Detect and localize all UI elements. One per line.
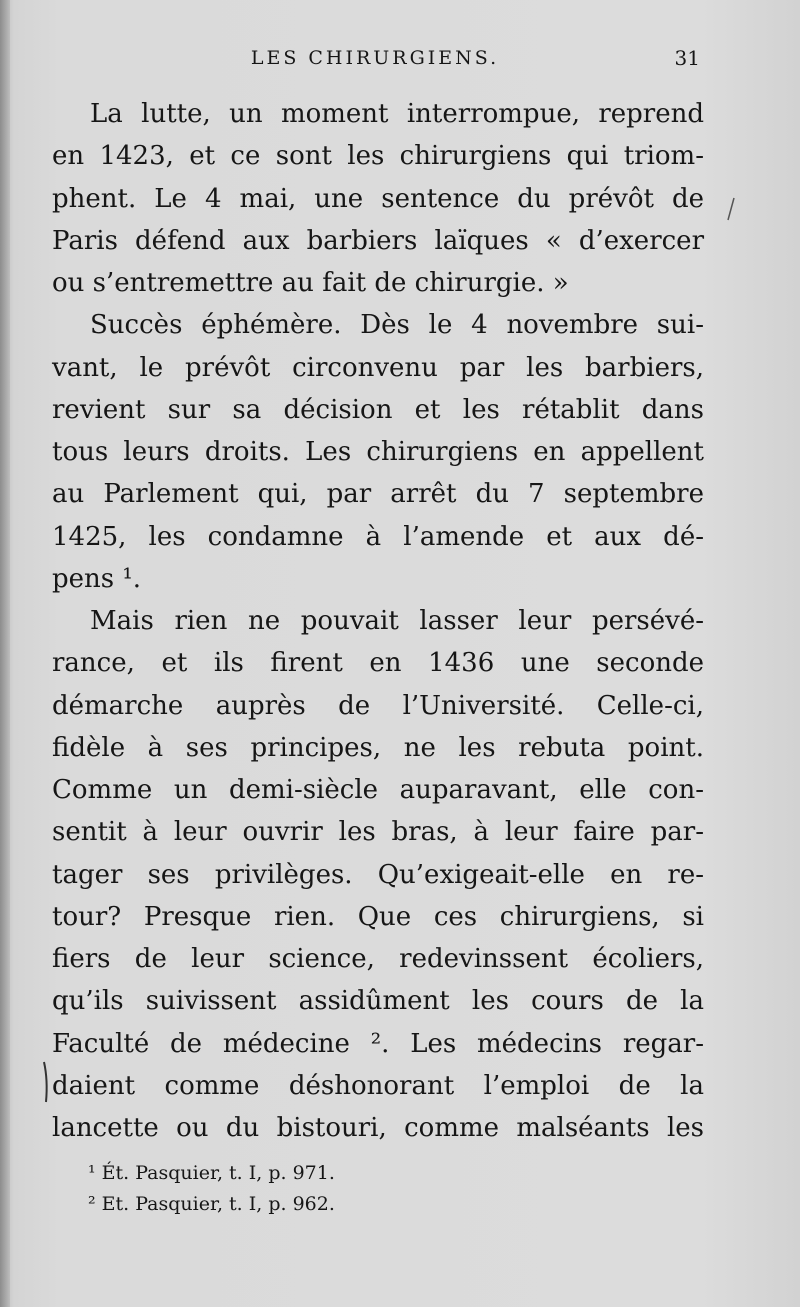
page-number: 31 (674, 46, 700, 70)
footnote: ¹ Ét. Pasquier, t. I, p. 971. (88, 1162, 335, 1184)
footnotes (88, 1158, 688, 1220)
text-line: Comme un demi-siècle auparavant, elle con- (52, 775, 704, 805)
text-line: tous leurs droits. Les chirurgiens en appellent (52, 437, 704, 467)
footnote: ² Et. Pasquier, t. I, p. 962. (88, 1193, 335, 1215)
text-line: au Parlement qui, par arrêt du 7 septembre (52, 479, 704, 510)
text-line: daient comme déshonorant l’emploi de la (52, 1070, 704, 1101)
text-line: phent. Le 4 mai, une sentence du prévôt de (52, 183, 704, 214)
text-line: lancette ou du bistouri, comme malséants les (52, 1113, 704, 1143)
text-line: pens ¹. (52, 563, 142, 594)
margin-pencil-mark (724, 196, 738, 222)
running-head (50, 42, 700, 74)
text-line: La lutte, un moment interrompue, reprend (90, 99, 704, 129)
text-line: Paris défend aux barbiers laïques « d’exercer (52, 225, 704, 256)
text-line: rance, et ils firent en 1436 une seconde (52, 648, 704, 679)
text-line: ou s’entremettre au fait de chirurgie. » (52, 268, 569, 298)
text-line: tager ses privilèges. Qu’exigeait-elle en re- (52, 859, 704, 890)
text-line: fiers de leur science, redevinssent écoliers, (52, 944, 704, 974)
text-line: 1425, les condamne à l’amende et aux dé- (52, 521, 704, 552)
text-line: vant, le prévôt circonvenu par les barbiers, (52, 352, 704, 383)
text-line: tour? Presque rien. Que ces chirurgiens, si (52, 901, 704, 932)
text-line: démarche auprès de l’Université. Celle-ci, (52, 690, 704, 721)
text-line: fidèle à ses principes, ne les rebuta point. (52, 732, 704, 763)
text-line: sentit à leur ouvrir les bras, à leur faire par- (52, 817, 704, 848)
running-title: LES CHIRURGIENS. (250, 47, 500, 69)
text-line: Succès éphémère. Dès le 4 novembre sui- (90, 310, 704, 341)
text-line: Mais rien ne pouvait lasser leur persévé- (90, 606, 704, 636)
text-line: revient sur sa décision et les rétablit dans (52, 394, 704, 425)
text-line: en 1423, et ce sont les chirurgiens qui triom- (52, 141, 704, 172)
body-text (52, 93, 704, 1149)
page-gutter-shadow (0, 0, 10, 1307)
text-line: Faculté de médecine ². Les médecins regar- (52, 1028, 704, 1059)
margin-bracket-mark (40, 1060, 52, 1104)
text-line: qu’ils suivissent assidûment les cours de la (52, 986, 704, 1017)
